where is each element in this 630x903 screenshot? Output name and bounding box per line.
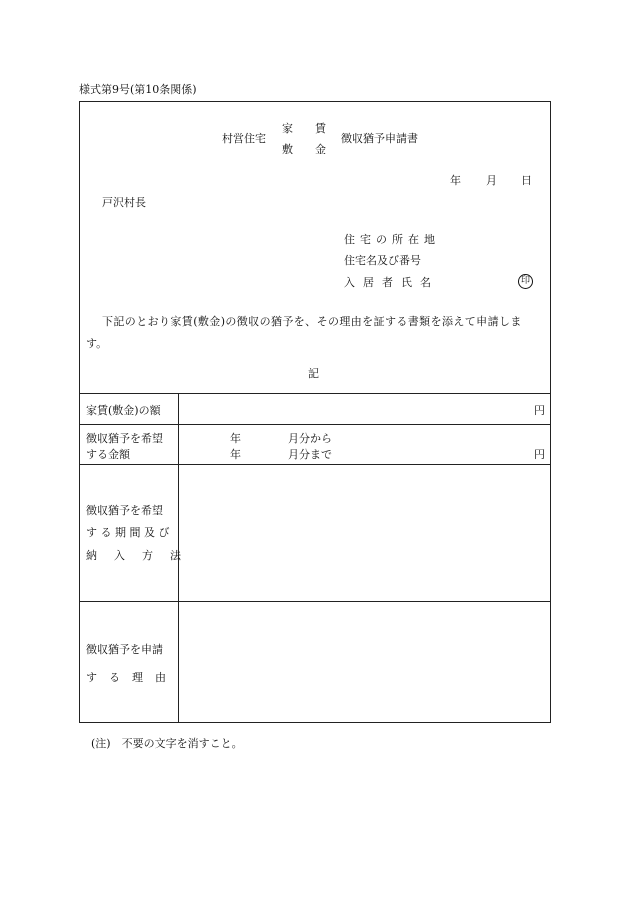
date-day: 日 (521, 174, 532, 187)
request-paragraph: 下記のとおり家賃(敷金)の徴収の猶予を、その理由を証する書類を添えて申請しま (102, 315, 522, 328)
title-prefix: 村営住宅 (222, 132, 266, 145)
table-top-rule (80, 393, 550, 394)
deferral-amount-label-1: 徴収猶予を希望 (86, 432, 163, 445)
rent-amount-label: 家賃(敷金)の額 (86, 404, 161, 417)
addressee: 戸沢村長 (102, 196, 146, 209)
rent-amount-unit: 円 (534, 404, 545, 417)
seal-mark (518, 273, 533, 289)
title-suffix: 徴収猶予申請書 (341, 132, 418, 145)
to-month-text: 月分まで (288, 448, 332, 461)
seal-icon: 印 (518, 274, 533, 289)
date-year: 年 (450, 174, 461, 187)
row-divider (80, 424, 550, 425)
form-number: 様式第9号(第10条関係) (79, 83, 197, 96)
deferral-amount-unit: 円 (534, 448, 545, 461)
period-label-2: する期間及び (86, 526, 173, 539)
deferral-amount-label-2: する金額 (86, 448, 130, 461)
housing-label: 住宅名及び番号 (344, 254, 421, 267)
period-label-3: 納入方法 (86, 549, 198, 562)
date-month: 月 (486, 174, 497, 187)
from-year: 年 (230, 432, 241, 445)
ki-heading: 記 (308, 367, 319, 380)
row-divider (80, 464, 550, 465)
reason-label-1: 徴収猶予を申請 (86, 643, 163, 656)
to-year: 年 (230, 448, 241, 461)
footnote: (注) 不要の文字を消すこと。 (91, 737, 243, 750)
title-option-deposit: 敷 金 (282, 143, 326, 156)
reason-label-2: する理由 (86, 671, 178, 684)
title-option-rent: 家 賃 (282, 122, 326, 135)
application-form-frame (79, 101, 551, 723)
period-label-1: 徴収猶予を希望 (86, 504, 163, 517)
from-month-text: 月分から (288, 432, 332, 445)
row-divider (80, 601, 550, 602)
request-paragraph-end: す。 (86, 337, 108, 350)
address-label: 住宅の所在地 (344, 233, 440, 246)
tenant-name-label: 入居者氏名 (344, 276, 439, 289)
